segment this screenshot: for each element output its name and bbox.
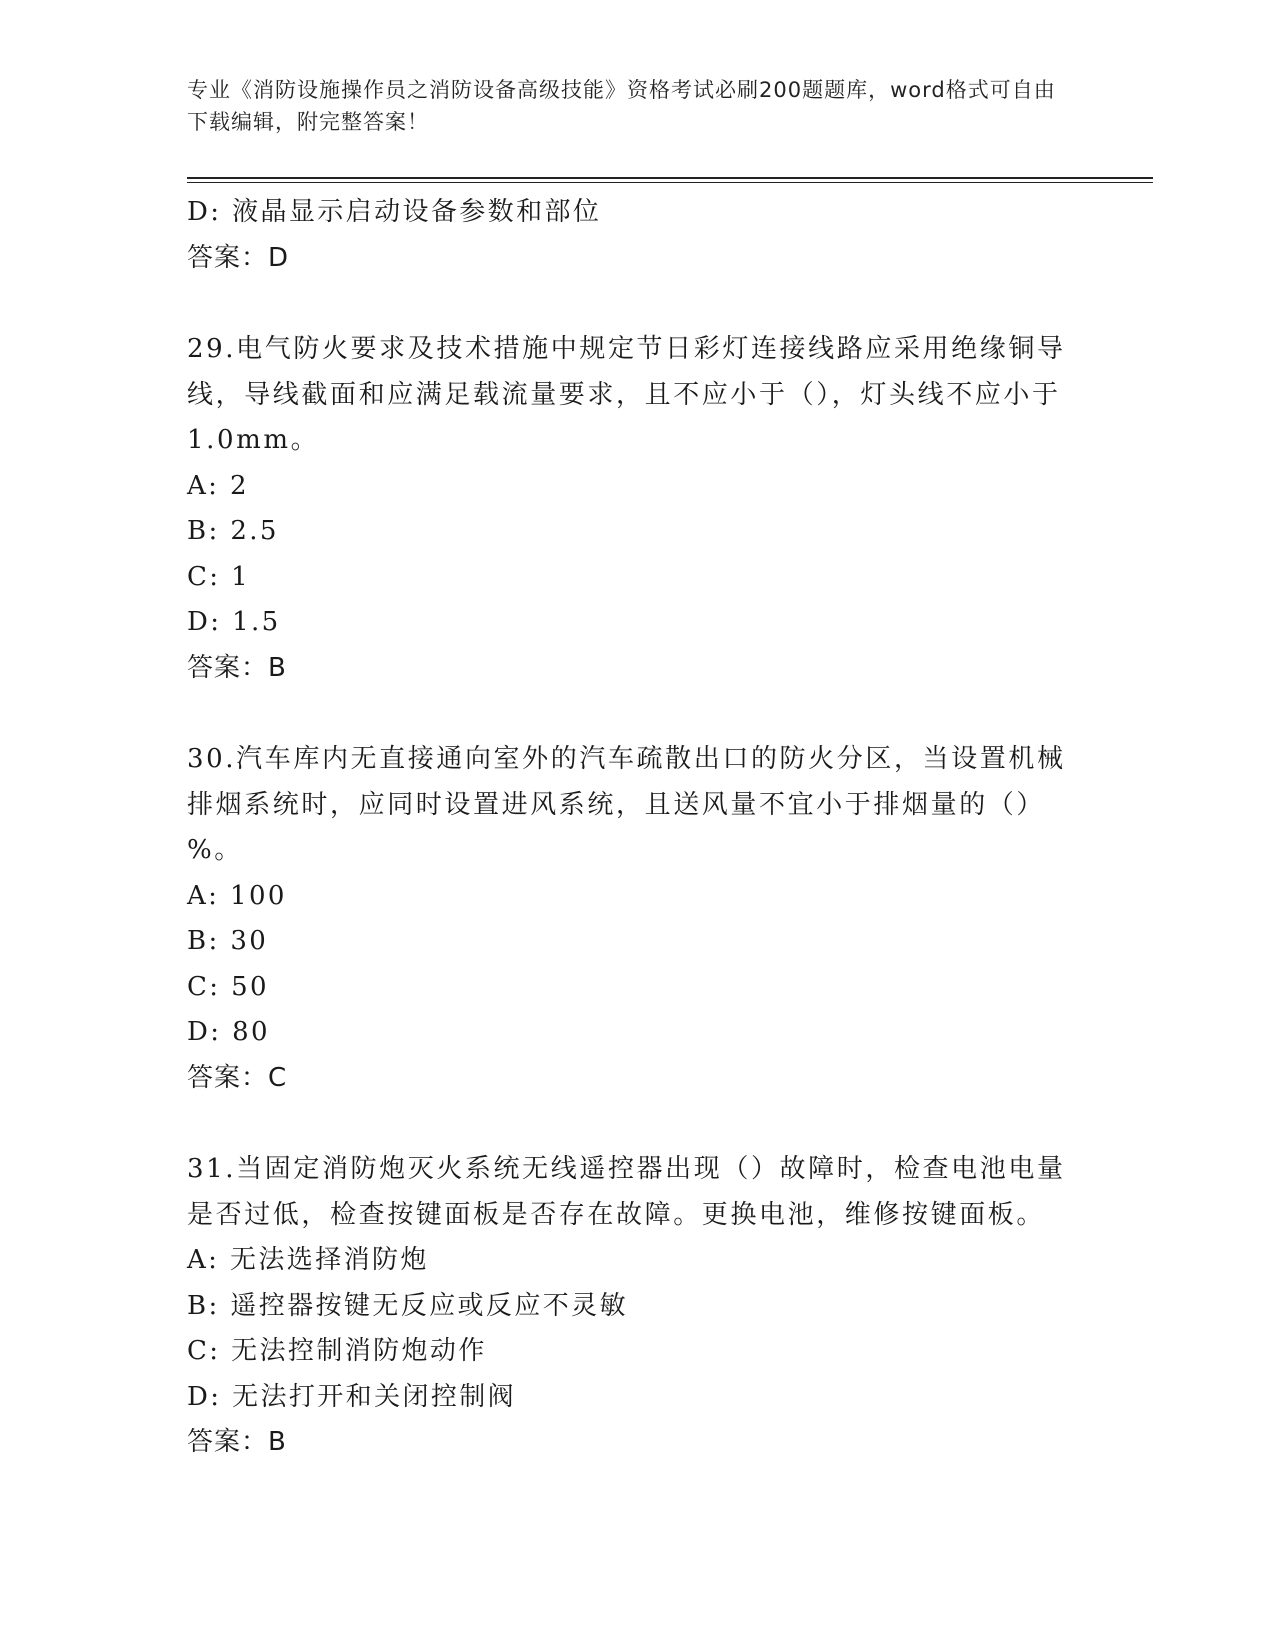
previous-question-tail [187, 190, 1087, 281]
document-body [187, 190, 1087, 1466]
option-c: C: 50 [187, 971, 270, 1002]
option-a: A: 无法选择消防炮 [187, 1245, 429, 1275]
document-header: 专业《消防设施操作员之消防设备高级技能》资格考试必刷200题题库，word格式可自由下载编辑，附完整答案！ [187, 78, 1056, 134]
option-b: B: 遥控器按键无反应或反应不灵敏 [187, 1290, 628, 1321]
option-b: B: 30 [187, 926, 269, 956]
question-30 [187, 737, 1087, 1101]
option-b: B: 2.5 [187, 516, 279, 546]
option-c: C: 无法控制消防炮动作 [187, 1336, 487, 1366]
question-29 [187, 327, 1087, 691]
question-text: 31.当固定消防炮灭火系统无线遥控器出现（）故障时，检查电池电量是否过低，检查按键面板是否存在故障。更换电池，维修按键面板。 [187, 1154, 1066, 1230]
option-d: D: 液晶显示启动设备参数和部位 [187, 197, 602, 227]
option-a: A: 2 [187, 470, 249, 501]
header-rule-thin [187, 182, 1153, 183]
option-a: A: 100 [187, 880, 287, 911]
header-rule-thick [187, 177, 1153, 179]
option-d: D: 无法打开和关闭控制阀 [187, 1381, 517, 1412]
option-d: D: 80 [187, 1017, 270, 1047]
option-d: D: 1.5 [187, 607, 281, 637]
answer-line: 答案：B [187, 1427, 287, 1457]
option-c: C: 1 [187, 561, 251, 592]
answer-line: 答案：D [187, 242, 290, 273]
answer-line: 答案：B [187, 652, 287, 683]
question-text: 30.汽车库内无直接通向室外的汽车疏散出口的防火分区，当设置机械排烟系统时，应同时设置进风系统，且送风量不宜小于排烟量的（）%。 [187, 744, 1066, 865]
answer-line: 答案：C [187, 1062, 288, 1093]
question-text: 29.电气防火要求及技术措施中规定节日彩灯连接线路应采用绝缘铜导线，导线截面和应满足载流量要求，且不应小于（），灯头线不应小于1.0mm。 [187, 334, 1066, 455]
question-31 [187, 1147, 1087, 1466]
